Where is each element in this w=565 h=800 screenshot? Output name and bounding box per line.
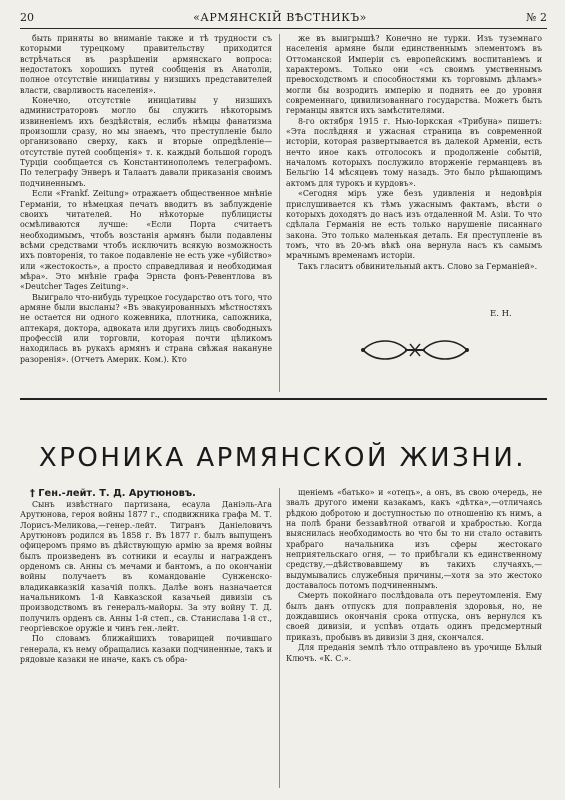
journal-title: «АРМЯНСКІЙ ВѢСТНИКЪ»: [193, 10, 368, 24]
paragraph: Если «Frankf. Zeitung» отражаетъ общественное мнѣніе Германіи, то нѣмецкая печать вводитъ въ заблужденіе своихъ читателей. Но нѣкоторые публицисты осмѣливаются лучше: «Если Порта считаетъ необходимымъ, чтобъ возстанія армянъ были подавлены всѣми средствами чтобъ исключить всякую возможность ихъ повторенія, то такое подавленіе не есть уже «убійство» или «жестокость», а просто справедливая и необходимая мѣра». Это мнѣніе графа Эрнста фонъ-Ревентлова въ «Deutcher Tages Zeitung».: [20, 189, 272, 292]
ornament-icon: [355, 336, 475, 364]
obituary-heading: † Ген.-лейт. Т. Д. Арутюновъ.: [30, 488, 196, 499]
paragraph: щеніемъ «батько» и «отецъ», а онъ, въ свою очередь, не звалъ другого имени казакамъ, какъ «дѣтка»,—отличаясь рѣдкою добротою и доступностью по отношенію къ нимъ, а на полѣ брани беззавѣтной отвагой и храбростью. Когда выяснилась необходимость во что бы то ни стало оставить храбраго начальника изъ сферы жестокаго неприятельскаго огня, — то прибѣгали къ единственному средству,—дѣйствовавшему въ такихъ случаяхъ,—выдумывались служебныя причины,—хотя за это жестоко доставалось потомъ подчиненнымъ.: [286, 488, 542, 591]
paragraph: Сынъ извѣстнаго партизана, есаула Даніэль-Ага Арутюнова, героя войны 1877 г., сподвижника графа М. Т. Лорисъ-Меликова,—генер.-лейт. Тигранъ Даніеловичъ Арутюновъ родился въ 1858 г. Въ 1877 г. былъ выпущенъ офицеромъ прямо въ дѣйствующую армію за время войны былъ произведенъ въ сотники и есаулы и награжденъ орденомъ св. Анны съ мечами и бантомъ, а по окончаніи войны получаетъ въ командованіе Сунженско-владикавказкій казачій полкъ. Далѣе вонъ назначается начальникомъ 1-й Кавказской казачьей дивизіи съ производствомъ въ генералъ-майоры. За эту войну Т. Д. получилъ орденъ св. Анны 1-й степ., св. Станислава 1-й ст., георгіевское оружіе и чинъ ген.-лейт.: [20, 500, 272, 634]
paragraph: Выиграло что-нибудь турецкое государство отъ того, что армяне были высланы? «Въ эвакуированныхъ мѣстностяхъ не остается ни одного кожевника, плотника, сапожника, аптекаря, доктора, адвоката или другихъ лицъ свободныхъ профессій или торговли, которая почти цѣликомъ находилась въ рукахъ армянъ и страна свѣжая накануне разоренія». (Отчетъ Америк. Ком.). Кто: [20, 292, 272, 364]
page-number: 20: [20, 10, 34, 24]
author-signature: Е. Н.: [490, 309, 512, 319]
paragraph: «Сегодня міръ уже безъ удивленія и недовѣрія прислушивается къ тѣмъ ужаснымъ фактамъ, вѣсти о которыхъ доходятъ до насъ изъ отдаленной М. Азіи. То что сдѣлала Германія не есть только нарушеніе писаннаго закона. Это только маленькая деталь. Ея преступленіе въ томъ, что въ 20-мъ вѣкѣ она вернула насъ къ самымъ мрачнымъ временамъ исторіи.: [286, 189, 542, 261]
column-divider: [279, 34, 280, 392]
page-header: [20, 8, 547, 26]
section-rule: [20, 398, 547, 400]
paragraph: По словамъ ближайшихъ товарищей почившаго генерала, къ нему обращались казаки подчиненные, такъ и рядовые казаки не иначе, какъ съ обра-: [20, 634, 272, 665]
section-title: ХРОНИКА АРМЯНСКОЙ ЖИЗНИ.: [38, 443, 527, 473]
article-column-2: [286, 34, 542, 272]
article-column-1: [20, 34, 272, 365]
paragraph: Смерть покойнаго послѣдовала отъ переутомленія. Ему былъ данъ отпускъ для поправленія здоровья, но, не дождавшись окончанія срока отпуска, онъ вернулся къ своей дивизіи, и успѣвъ отдать одинъ предсмертный приказъ, пробывъ въ дивизіи 3 дня, скончался.: [286, 591, 542, 642]
paragraph: Для преданія землѣ тѣло отправлено въ урочище Бѣлый Ключъ. «К. С.».: [286, 643, 542, 663]
obituary-column-2: [286, 488, 542, 664]
paragraph: быть приняты во вниманіе также и тѣ трудности съ которыми турецкому правительству приходится встрѣчаться въ разрѣшеніи армянскаго вопроса: недостатокъ хорошихъ путей сообщенія въ Анатоліи, полное отсутствіе иниціативы у низшихъ представителей власти, сварливость населенія».: [20, 34, 272, 95]
header-rule: [20, 28, 547, 29]
column-divider: [279, 488, 280, 788]
paragraph: же въ выигрышѣ? Конечно не турки. Изъ туземнаго населенія армяне были единственнымъ элементомъ въ Оттоманской Имперіи съ европейскимъ воспитаніемъ и характеромъ. Только они «съ своимъ умственнымъ превосходствомъ и способностями къ торговымъ дѣламъ» могли бы возродить имперію и поднять ее до уровня современнаго, цивилизованнаго государства. Можетъ быть германцы явятся ихъ замѣстителями.: [286, 34, 542, 116]
paragraph: 8-го октября 1915 г. Нью-Іоркская «Трибуна» пишетъ: «Эта послѣдняя и ужасная страница въ современной исторіи, которая развертывается въ далекой Арменіи, есть нечто иное какъ отголосокъ и продолженіе событій, началомъ которыхъ послужило вторженіе германцевъ въ Бельгію 14 мѣсяцевъ тому назадъ. Это было рѣшающимъ актомъ для турокъ и курдовъ».: [286, 116, 542, 188]
paragraph: Конечно, отсутствіе иниціативы у низшихъ администраторовъ могло бы служить нѣкоторымъ извиненіемъ ихъ бездѣйствія, еслибъ нѣмцы фанатизма произошли сразу, но мы знаемъ, что преступленіе было организовано сверху, какъ и вторые опредѣленіе—отсутствіе путей сообщенія» т. к. каждый большой городъ Турціи сообщается съ Константинополемъ телеграфомъ. По телеграфу Энверъ и Талаатъ давали приказанія своимъ подчиненнымъ.: [20, 96, 272, 188]
issue-number: № 2: [526, 10, 547, 24]
obituary-column-1: [20, 500, 272, 666]
paragraph: Такъ гласитъ обвинительный актъ. Слово за Германіей».: [298, 261, 538, 271]
